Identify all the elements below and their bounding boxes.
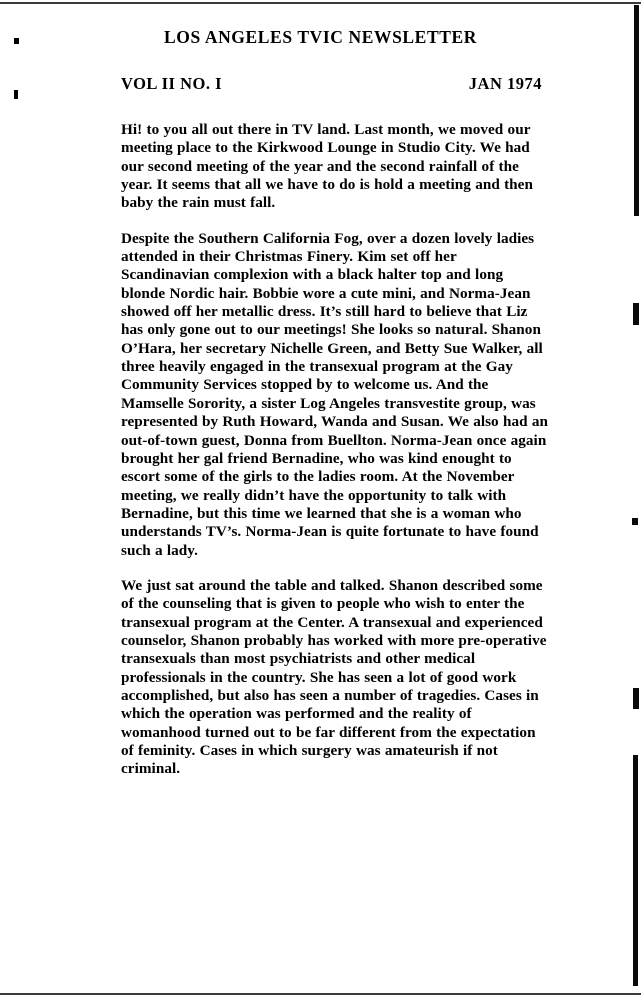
scan-edge-bar [633,755,638,986]
volume-number: VOL II NO. I [121,74,223,93]
article-paragraph: We just sat around the table and talked. Shanon described some of the counseling that is given to people who wish to enter the transexual program at the Center. A transexual and experienced counselor, Shanon probably has worked with more pre-operative transexuals than most psychiatrists and other medical professionals in the country. She has seen a lot of good work accomplished, but also has seen a number of tragedies. Cases in which the operation was performed and the reality of womanhood turned out to be far different from the expectation of feminity. Cases in which surgery was amateurish if not criminal. [121,576,547,778]
scan-edge-bar [633,688,639,709]
page-title: LOS ANGELES TVIC NEWSLETTER [164,27,477,47]
masthead [0,27,641,47]
article-body [121,121,549,779]
scan-edge-rule-top [0,2,641,4]
scan-edge-bar [633,303,639,325]
article-paragraph: Hi! to you all out there in TV land. Last month, we moved our meeting place to the Kirkwood Lounge in Studio City. We had our second meeting of the year and the second rainfall of the year. It seems that all we have to do is hold a meeting and then baby the rain must fall. [121,121,533,212]
scan-edge-bar [632,518,638,525]
issue-date: JAN 1974 [468,74,542,93]
issue-line [121,74,542,94]
scan-speck [14,90,18,99]
article-paragraph: Despite the Southern California Fog, over a dozen lovely ladies attended in their Christmas Finery. Kim set off her Scandinavian complexion with a black halter top and long blonde Nordic hair. Bobbie wore a cute mini, and Norma-Jean showed off her metallic dress. It’s still hard to believe that Liz has only gone out to our meetings! She looks so natural. Shanon O’Hara, her secretary Nichelle Green, and Betty Sue Walker, all three heavily engaged in the transexual program at the Gay Community Services stopped by to welcome us. And the Mamselle Sorority, a sister Log Angeles transvestite group, was represented by Ruth Howard, Wanda and Susan. We also had an out-of-town guest, Donna from Buellton. Norma-Jean once again brought her gal friend Bernadine, who was kind enought to escort some of the girls to the ladies room. At the November meeting, we really didn’t have the opportunity to talk with Bernadine, but this time we learned that she is a woman who understands TV’s. Norma-Jean is quite fortunate to have found such a lady. [121,229,548,559]
scan-edge-rule-bottom [0,993,641,995]
